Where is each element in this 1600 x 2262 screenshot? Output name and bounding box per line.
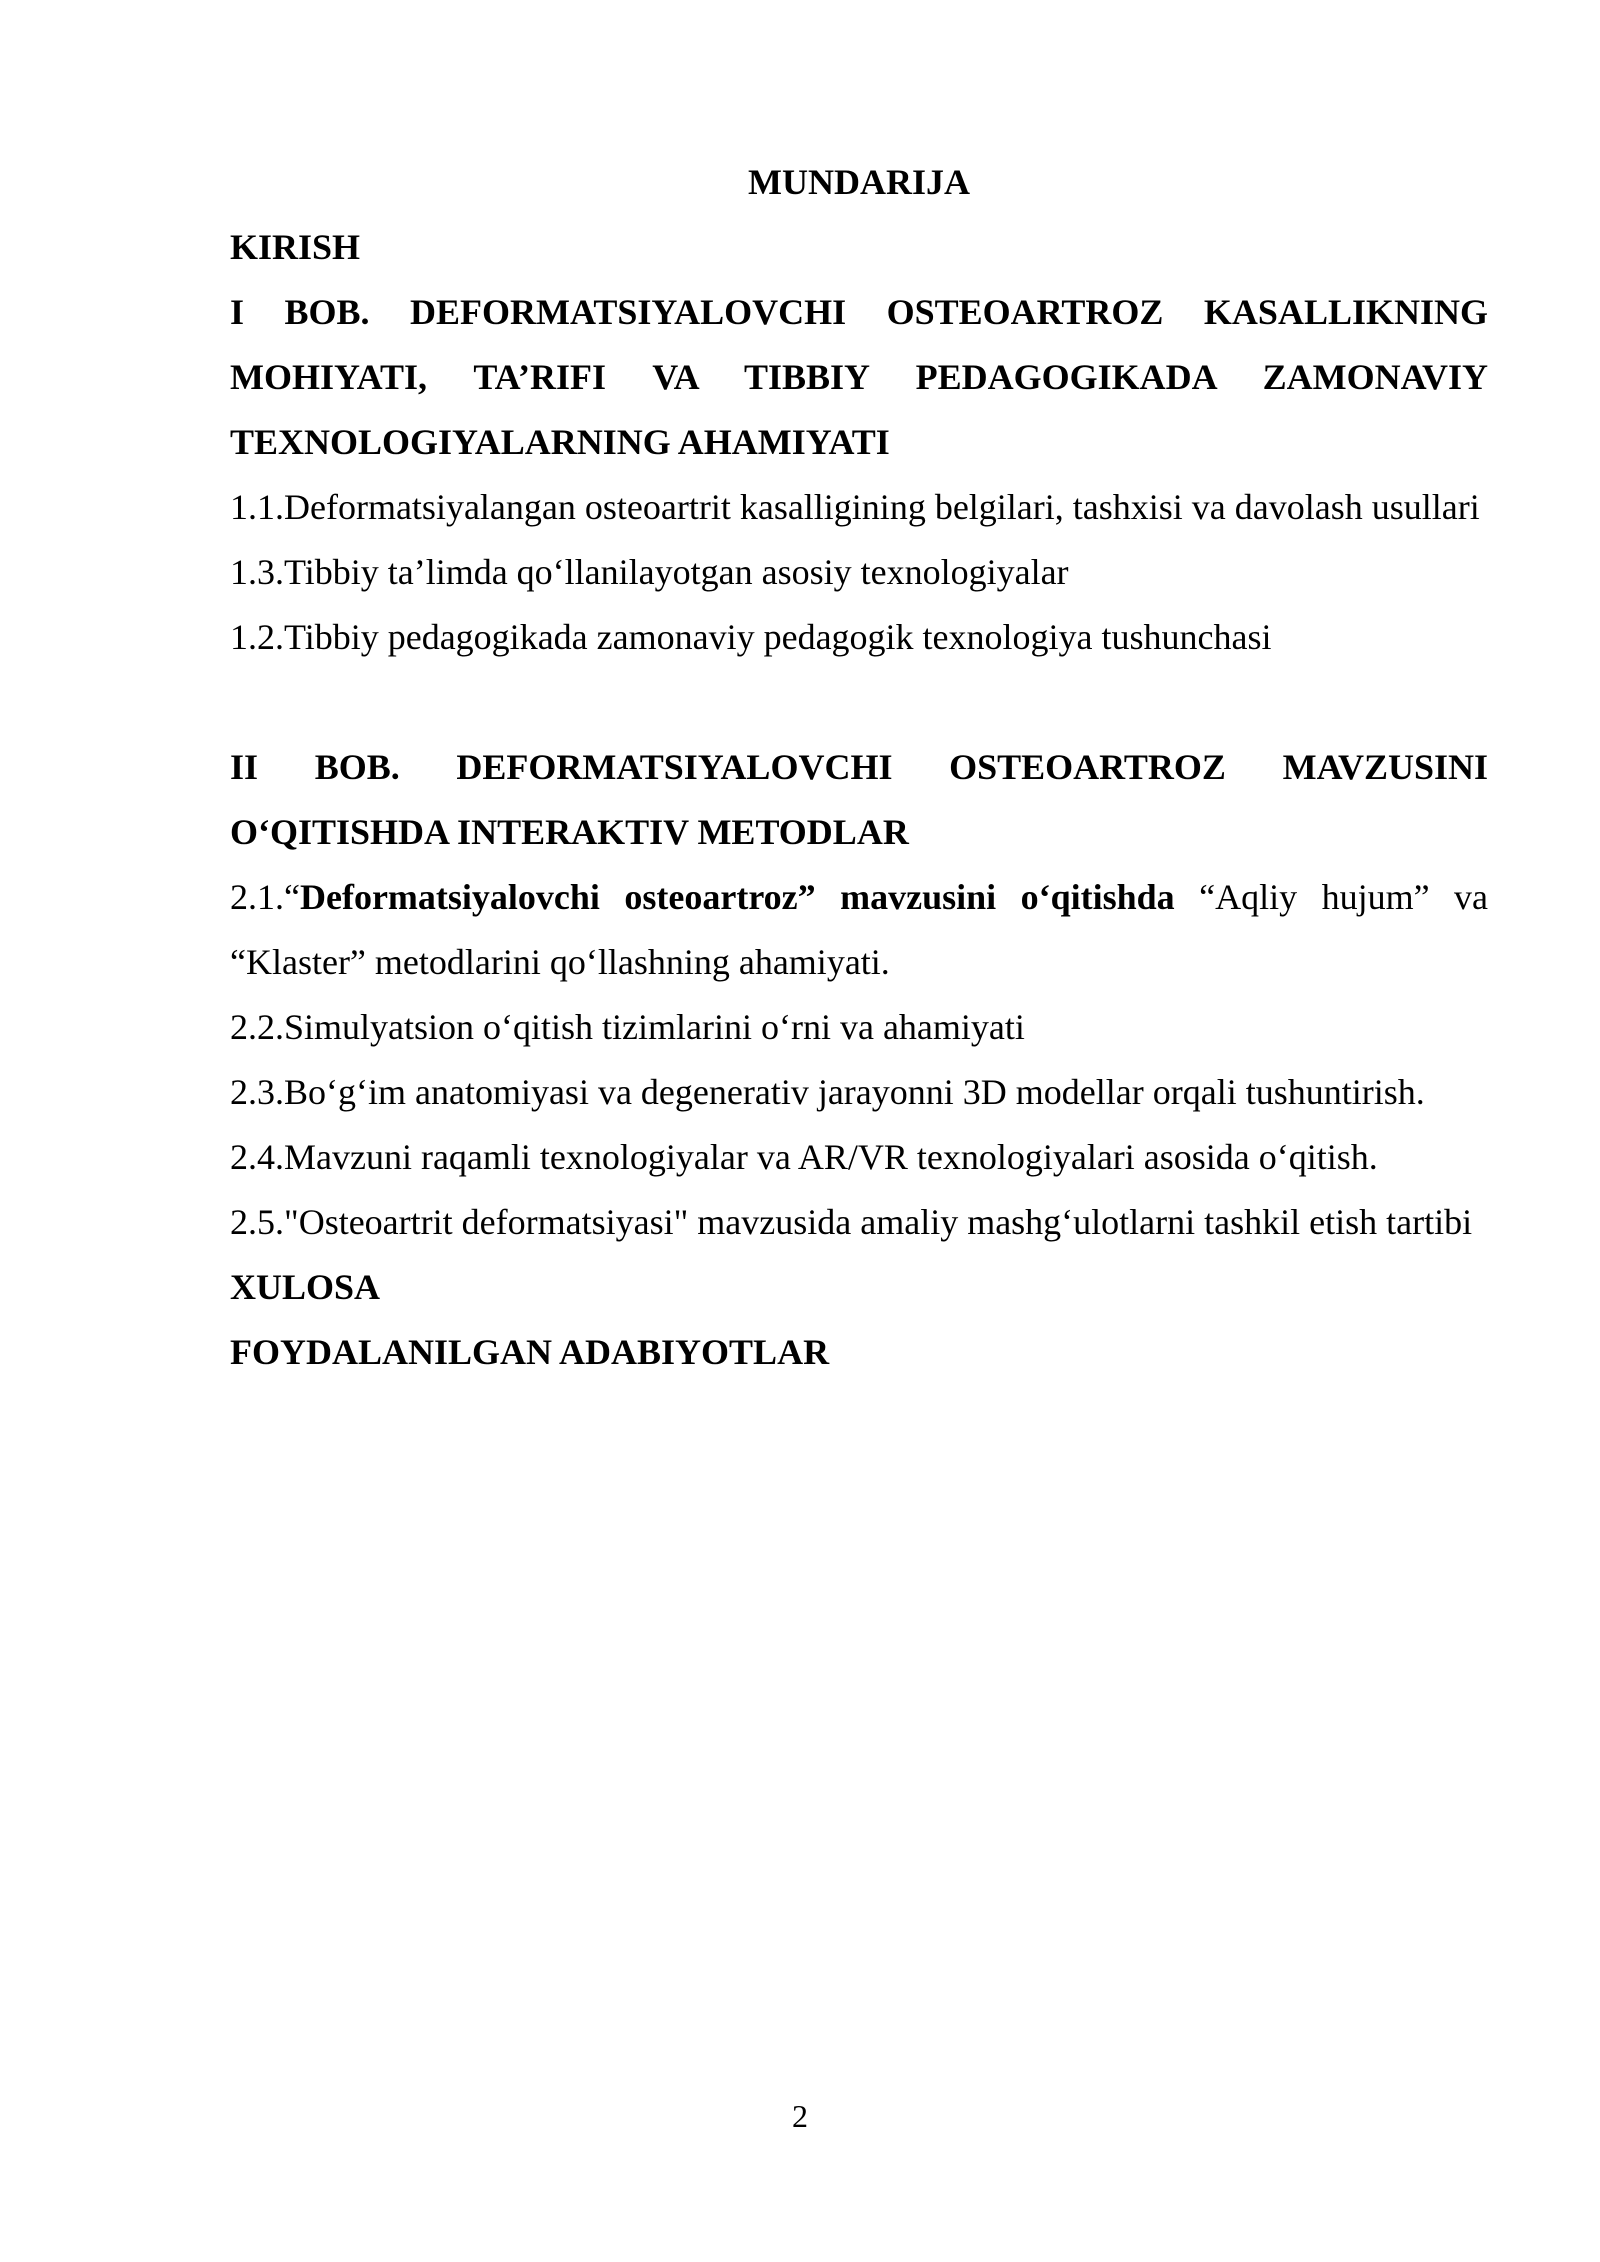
toc-item-1-2: 1.2.Tibbiy pedagogikada zamonaviy pedagogik texnologiya tushunchasi <box>230 617 1272 657</box>
section-spacer <box>230 670 1488 735</box>
toc-chapter-1-heading: I BOB. DEFORMATSIYALOVCHI OSTEOARTROZ KASALLIKNING MOHIYATI, TA’RIFI VA TIBBIY PEDAGOGIKADA ZAMONAVIY TEXNOLOGIYALARNING AHAMIYATI <box>230 292 1488 462</box>
toc-intro: KIRISH <box>230 227 361 267</box>
toc-conclusion: XULOSA <box>230 1267 381 1307</box>
toc-item-2-1-bold: Deformatsiyalovchi osteoartroz” mavzusini o‘qitishda <box>299 877 1175 917</box>
toc-item-2-1 <box>230 865 1488 995</box>
toc-item-2-1-prefix: 2.1.“ <box>230 877 300 917</box>
toc-item-1-1: 1.1.Deformatsiyalangan osteoartrit kasalligining belgilari, tashxisi va davolash usullari <box>230 487 1480 527</box>
toc-title: MUNDARIJA <box>748 162 970 202</box>
toc-item-2-2: 2.2.Simulyatsion o‘qitish tizimlarini o‘rni va ahamiyati <box>230 1007 1025 1047</box>
page-number: 2 <box>792 2098 808 2134</box>
toc-item-2-1-suffix: “Aqliy hujum” va “Klaster” metodlarini qo‘llashning ahamiyati. <box>230 877 1488 982</box>
toc-references: FOYDALANILGAN ADABIYOTLAR <box>230 1332 830 1372</box>
toc-item-2-5: 2.5."Osteoartrit deformatsiyasi" mavzusida amaliy mashg‘ulotlarni tashkil etish tartibi <box>230 1202 1473 1242</box>
toc-item-2-4: 2.4.Mavzuni raqamli texnologiyalar va AR/VR texnologiyalari asosida o‘qitish. <box>230 1137 1378 1177</box>
toc-item-1-3: 1.3.Tibbiy ta’limda qo‘llanilayotgan asosiy texnologiyalar <box>230 552 1069 592</box>
toc-chapter-2-heading: II BOB. DEFORMATSIYALOVCHI OSTEOARTROZ MAVZUSINI O‘QITISHDA INTERAKTIV METODLAR <box>230 747 1488 852</box>
toc-item-2-3: 2.3.Bo‘g‘im anatomiyasi va degenerativ jarayonni 3D modellar orqali tushuntirish. <box>230 1072 1425 1112</box>
table-of-contents <box>230 150 1488 1385</box>
